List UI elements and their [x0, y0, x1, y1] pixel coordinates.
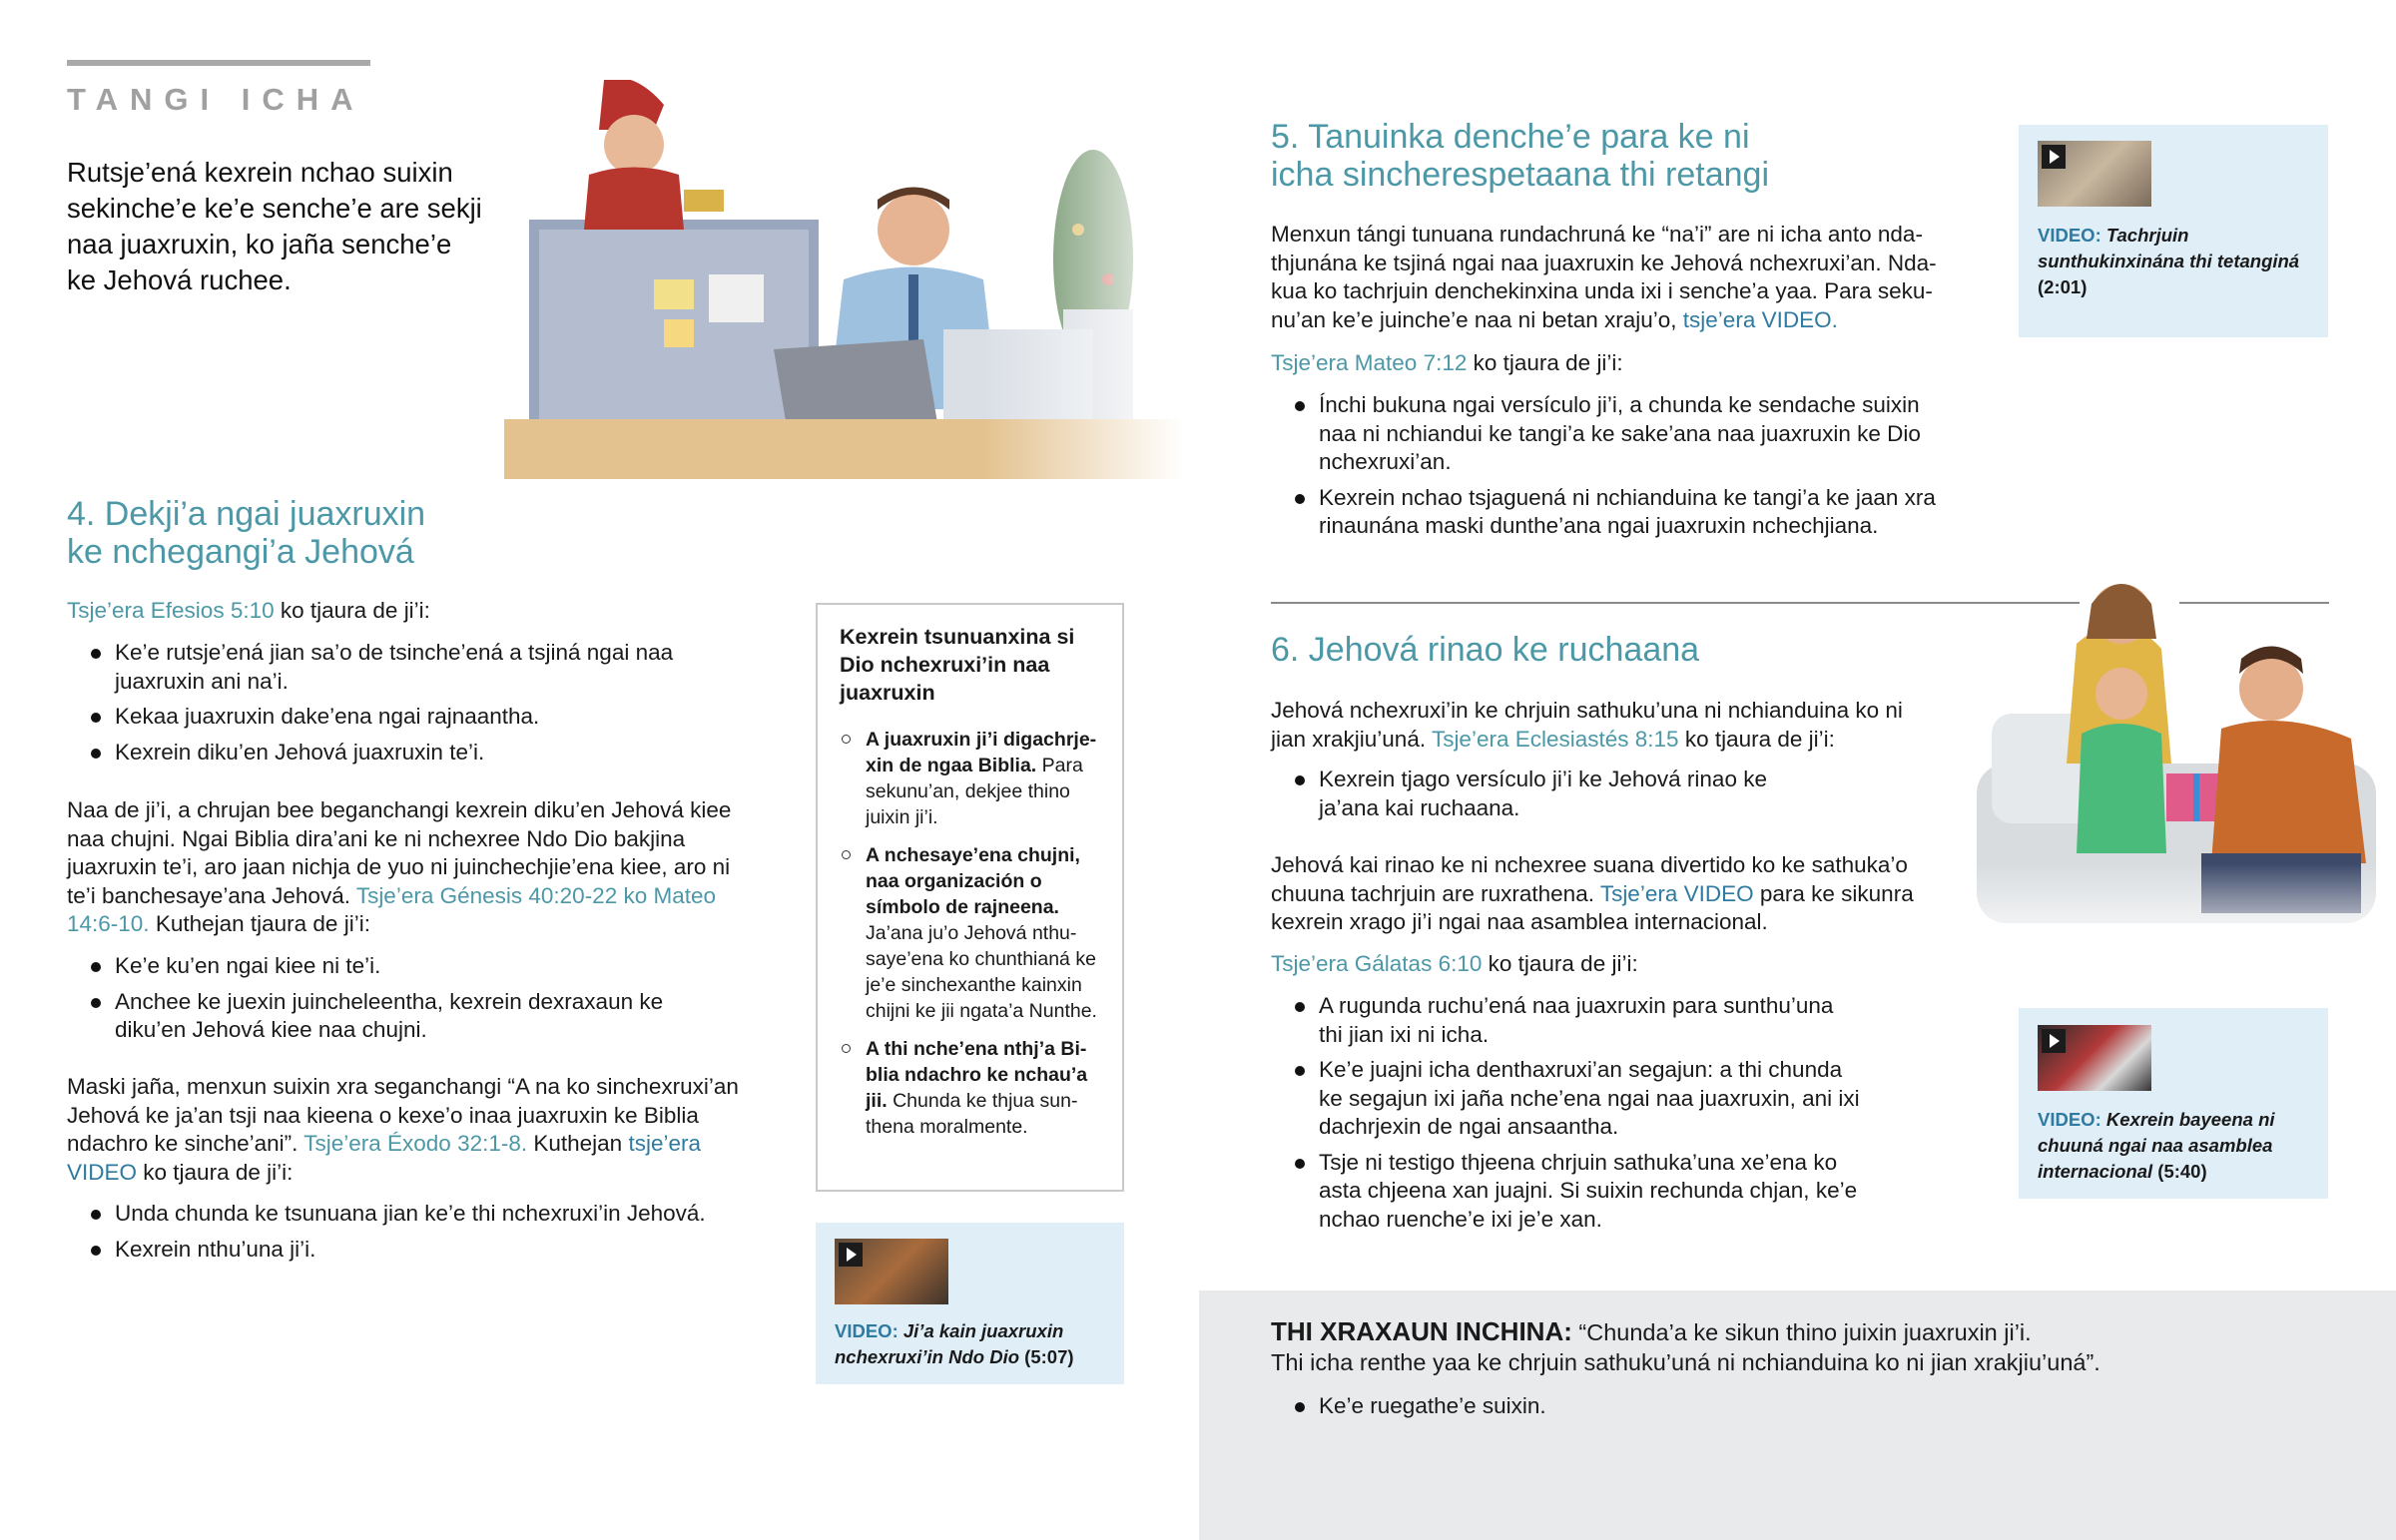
section-5-reading: Tsje’era Mateo 7:12 ko tjaura de ji’i: — [1271, 350, 1623, 375]
scripture-link-mateo[interactable]: Tsje’era Mateo 7:12 — [1271, 350, 1468, 375]
section-5-questions — [1271, 391, 1960, 548]
play-icon — [2042, 145, 2066, 169]
sidebar-list — [840, 727, 1100, 1140]
summary-questions — [1271, 1392, 2169, 1428]
video-card-asamblea[interactable] — [2019, 1008, 2328, 1199]
list-item: Tsje ni testigo thjeena chrjuin sathuka’una xe’ena ko asta chjeena xan juajni. Si suixin rechunda chjan, ke’e nchao ruenche’e ixi je’e xan. — [1271, 1149, 1860, 1235]
family-gift-illustration — [1972, 564, 2396, 958]
list-item: A nchesaye’ena chujni, naa organización o símbolo de rajneena. Ja’ana ju’o Jehová nthusaye’ena ko chunthianá ke je’e sinchexanthe kainxin chijni ke jii ngata’a Nunthe. — [840, 842, 1100, 1024]
sidebar-title: Kexrein tsunuanxina si Dio nchexruxi’in naa juaxruxin — [840, 625, 1075, 705]
list-item: Anchee ke juexin juincheleentha, kexrein dexraxaun ke diku’en Jehová kiee naa chujni. — [67, 988, 706, 1045]
section-5-paragraph: Menxun tángi tunuana rundachruná ke “na’i” are ni icha anto ndathjunána ke tsjiná ngai naa juaxruxin ke Jehová nchexruxi’an. Ndakua ko tachrjuin denchekinxina unda ixi i senche’a yaa. Para sekunu’an ke’e juinche’e naa ni betan xraju’o, tsje’era VIDEO. — [1271, 222, 1937, 332]
info-sidebar — [816, 603, 1124, 1192]
section-6-questions-2 — [1271, 992, 1860, 1241]
list-item: A rugunda ruchu’ená naa juaxruxin para sunthu’una thi jian ixi ni icha. — [1271, 992, 1860, 1049]
list-item: Kekaa juaxruxin dake’ena ngai rajnaantha. — [67, 703, 706, 732]
play-icon — [2042, 1029, 2066, 1053]
section-6-questions-1 — [1271, 766, 1810, 829]
summary-panel — [1199, 1290, 2396, 1540]
list-item: A thi nche’ena nthj’a Biblia ndachro ke nchau’a jii. Chunda ke thjua sunthena moralmente. — [840, 1036, 1100, 1140]
video-link[interactable]: Tsje’era VIDEO — [1599, 880, 1754, 906]
header-rule — [67, 60, 370, 66]
section-5-title: 5. Tanuinka denche’e para ke ni icha sincherespetaana thi retangi — [1271, 118, 1769, 194]
list-item: Ke’e ku’en ngai kiee ni te’i. — [67, 952, 706, 981]
list-item: Ínchi bukuna ngai versículo ji’i, a chunda ke sendache suixin naa ni nchiandui ke tangi’a ke sake’ana naa juaxruxin ke Dio nchexruxi’an. — [1271, 391, 1960, 477]
list-item: Kexrein diku’en Jehová juaxruxin te’i. — [67, 739, 706, 768]
scripture-link-galatas[interactable]: Tsje’era Gálatas 6:10 — [1271, 951, 1483, 976]
section-4-reading: Tsje’era Efesios 5:10 ko tjaura de ji’i: — [67, 598, 430, 623]
summary-label: THI XRAXAUN INCHINA: — [1271, 1316, 1572, 1346]
section-4-questions-1 — [67, 639, 706, 773]
section-6-title: 6. Jehová rinao ke ruchaana — [1271, 631, 1700, 669]
scripture-link-eclesiastes[interactable]: Tsje’era Eclesiastés 8:15 — [1431, 726, 1679, 752]
section-6-paragraph-2: Jehová kai rinao ke ni nchexree suana divertido ko ke sathuka’o chuuna tachrjuin are ruxrathena. Tsje’era VIDEO para ke sikunra kexrein xrago ji’i ngai naa asamblea internacional. — [1271, 852, 1914, 934]
summary-text: THI XRAXAUN INCHINA: “Chunda’a ke sikun thino juixin juaxruxin ji’i. Thi icha renthe yaa ke chrjuin sathuku’uná ni nchianduina ko ni jian xrakjiu’uná”. — [1271, 1316, 2100, 1375]
video-thumbnail[interactable] — [835, 1239, 948, 1304]
scripture-link-exodo[interactable]: Tsje’era Éxodo 32:1-8. — [303, 1131, 528, 1156]
list-item: Ke’e ruegathe’e suixin. — [1271, 1392, 2169, 1421]
scripture-link-genesis-mateo[interactable]: Tsje’era Génesis 40:20-22 ko Mateo 14:6-10. — [67, 882, 717, 936]
video-caption: VIDEO: Kexrein bayeena ni chuuná ngai naa asamblea internacional (5:40) — [2038, 1109, 2275, 1182]
section-4-questions-3 — [67, 1200, 766, 1271]
list-item: A juaxruxin ji’i digachrjexin de ngaa Biblia. Para sekunu’an, dekjee thino juixin ji’i. — [840, 727, 1100, 830]
list-item: Unda chunda ke tsunuana jian ke’e thi nchexruxi’in Jehová. — [67, 1200, 766, 1229]
section-6-reading: Tsje’era Gálatas 6:10 ko tjaura de ji’i: — [1271, 951, 1638, 976]
section-4-title: 4. Dekji’a ngai juaxruxin ke nchegangi’a Jehová — [67, 495, 426, 571]
video-caption: VIDEO: Tachrjuin sunthukinxinána thi tetanginá (2:01) — [2038, 225, 2300, 297]
video-card-tetangina[interactable] — [2019, 125, 2328, 337]
section-divider — [1271, 602, 2080, 604]
list-item: Ke’e juajni icha denthaxruxi’an segajun: a thi chunda ke segajun ixi jaña nche’ena ngai naa juaxruxin, ani ixi dachrjexin de ngai ansaantha. — [1271, 1056, 1860, 1142]
scripture-link-efesios[interactable]: Tsje’era Efesios 5:10 — [67, 598, 275, 623]
intro-text: Rutsje’ená kexrein nchao suixin sekinche’e ke’e senche’e are sekji naa juaxruxin, ko jaña senche’e ke Jehová ruchee. — [67, 157, 482, 295]
video-card-juaxruxin[interactable] — [816, 1223, 1124, 1384]
list-item: Kexrein tjago versículo ji’i ke Jehová rinao ke ja’ana kai ruchaana. — [1271, 766, 1810, 822]
video-link[interactable]: tsje’era VIDEO — [67, 1131, 701, 1185]
list-item: Kexrein nthu’una ji’i. — [67, 1236, 766, 1265]
list-item: Kexrein nchao tsjaguená ni nchianduina ke tangi’a ke jaan xra rinaunána maski dunthe’ana ngai juaxruxin nchechjiana. — [1271, 484, 1960, 541]
section-4-questions-2 — [67, 952, 706, 1052]
video-link[interactable]: tsje’era VIDEO. — [1682, 306, 1838, 332]
section-6-paragraph-1: Jehová nchexruxi’in ke chrjuin sathuku’una ni nchianduina ko ni jian xrakjiu’uná. Tsje’era Eclesiastés 8:15 ko tjaura de ji’i: — [1271, 698, 1903, 752]
video-thumbnail[interactable] — [2038, 1025, 2151, 1091]
list-item: Ke’e rutsje’ená jian sa’o de tsinche’ená a tsjiná ngai naa juaxruxin ani na’i. — [67, 639, 706, 696]
section-4-paragraph-3: Maski jaña, menxun suixin xra seganchangi “A na ko sinchexruxi’an Jehová ke ja’an tsji naa kieena o kexe’o inaa juaxruxin ke Biblia ndachro ke sinche’ani”. Tsje’era Éxodo 32:1-8. Kuthejan tsje’era VIDEO ko tjaura de ji’i: — [67, 1074, 739, 1185]
section-4-paragraph-2: Naa de ji’i, a chrujan bee beganchangi kexrein diku’en Jehová kiee naa chujni. Ngai Biblia dira’ani ke ni nchexree Ndo Dio bakjina juaxruxin te’i, aro jaan nichja de yuo ni juinchechjie’ena kiee, aro ni te’i banchesaye’ana Jehová. Tsje’era Génesis 40:20-22 ko Mateo 14:6-10. Kuthejan tjaura de ji’i: — [67, 797, 732, 936]
office-gift-illustration — [504, 80, 1183, 479]
video-thumbnail[interactable] — [2038, 141, 2151, 207]
section-kicker: TANGI ICHA — [67, 82, 365, 117]
play-icon — [839, 1243, 863, 1267]
video-caption: VIDEO: Ji’a kain juaxruxin nchexruxi’in Ndo Dio (5:07) — [835, 1320, 1074, 1367]
